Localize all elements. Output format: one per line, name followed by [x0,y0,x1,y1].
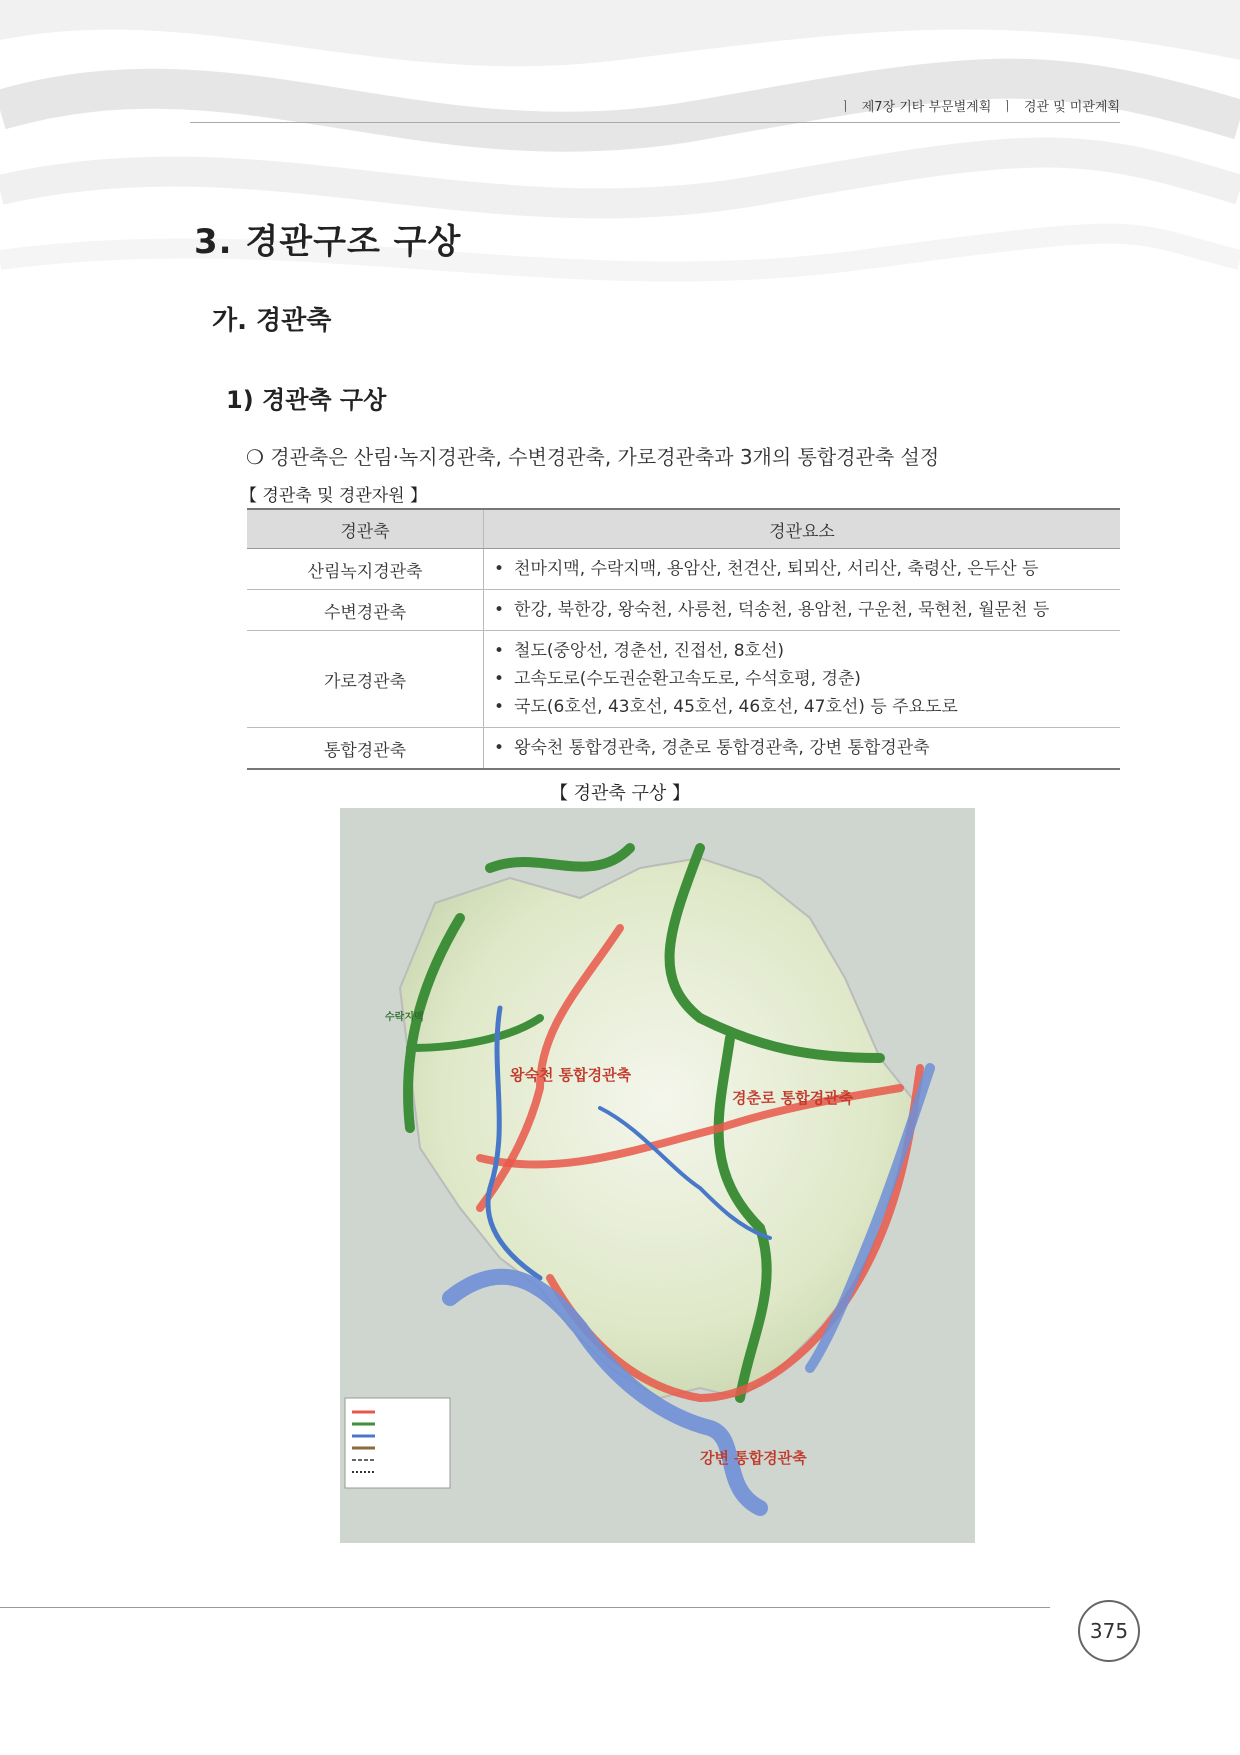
subsection-title: 가. 경관축 [212,306,332,336]
element-item: • 국도(6호선, 43호선, 45호선, 46호선, 47호선) 등 주요도로 [494,693,1110,721]
header-separator: ㅣ [1001,100,1014,115]
table-row [247,549,1120,590]
table-caption: 【 경관축 및 경관자원 】 [240,486,427,506]
table-row [247,728,1120,770]
axis-cell: 산림녹지경관축 [247,549,484,590]
item-title: 1) 경관축 구상 [226,386,387,414]
element-item: • 왕숙천 통합경관축, 경춘로 통합경관축, 강변 통합경관축 [494,734,1110,762]
column-header-elements: 경관요소 [484,509,1121,549]
axis-cell: 수변경관축 [247,590,484,631]
map-label-gangbyeon: 강변 통합경관축 [700,1449,807,1467]
table-row [247,631,1120,728]
elements-cell [484,728,1121,770]
element-item: • 한강, 북한강, 왕숙천, 사릉천, 덕송천, 용암천, 구운천, 묵현천, 월문천 등 [494,596,1110,624]
element-item: • 고속도로(수도권순환고속도로, 수석호평, 경춘) [494,665,1110,693]
elements-cell [484,590,1121,631]
header-rule [190,122,1120,123]
figure-caption: 【 경관축 구상 】 [549,783,691,804]
table-header-row [247,509,1120,549]
element-item: • 철도(중앙선, 경춘선, 진접선, 8호선) [494,637,1110,665]
landscape-axis-table [247,508,1120,770]
running-header [839,96,1120,115]
header-wave-decoration [0,0,1240,330]
column-header-axis: 경관축 [247,509,484,549]
axis-cell: 통합경관축 [247,728,484,770]
element-item: • 천마지맥, 수락지맥, 용암산, 천견산, 퇴뫼산, 서리산, 축령산, 은두산 등 [494,555,1110,583]
lead-paragraph: ❍ 경관축은 산림·녹지경관축, 수변경관축, 가로경관축과 3개의 통합경관축 설정 [246,445,940,469]
landscape-axis-map [340,808,975,1543]
elements-cell [484,631,1121,728]
table-row [247,590,1120,631]
header-section: 경관 및 미관계획 [1023,100,1120,115]
map-label-gyeongchun: 경춘로 통합경관축 [732,1089,854,1107]
header-chapter: 제7장 기타 부문별계획 [861,100,992,115]
section-title: 3. 경관구조 구상 [194,222,462,262]
axis-cell: 가로경관축 [247,631,484,728]
page-number: 375 [1078,1600,1140,1662]
map-label-wangsuk: 왕숙천 통합경관축 [510,1066,632,1084]
map-label-surak: 수락지맥 [385,1012,424,1023]
footer-rule [0,1607,1050,1608]
elements-cell [484,549,1121,590]
header-separator: ㅣ [839,100,852,115]
